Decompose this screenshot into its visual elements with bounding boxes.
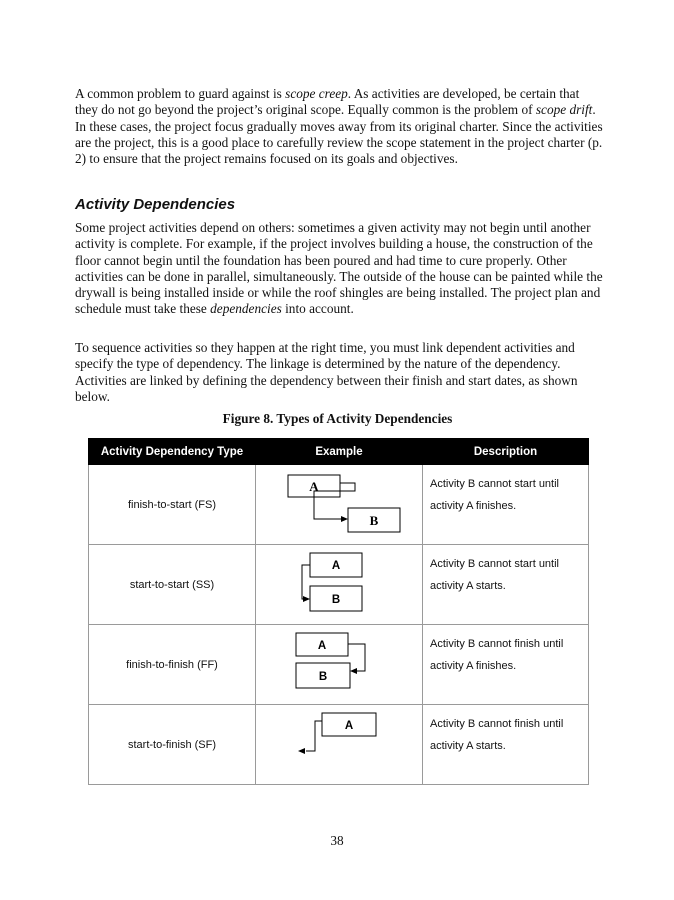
dependency-type: start-to-start (SS)	[89, 545, 256, 625]
dependency-connector	[306, 721, 322, 751]
header-description: Description	[423, 439, 589, 465]
table-row	[89, 465, 589, 545]
scope-paragraph: A common problem to guard against is scope creep. As activities are developed, be certain that they do not go beyond the project’s original scope. Equally common is the problem of scope drift. In these cases, the project focus gradually moves away from its original charter. Since the activities are the project, this is a good place to carefully review the scope statement in the project charter (p. 2) to ensure that the project remains focused on its goals and objectives.	[75, 86, 603, 167]
table-row	[89, 625, 589, 705]
table-header-row	[89, 439, 589, 465]
dependency-description: Activity B cannot finish until activity A starts.	[423, 705, 589, 785]
term-scope-drift: scope drift	[535, 102, 593, 118]
dependency-description: Activity B cannot start until activity A finishes.	[423, 465, 589, 545]
dependency-type: start-to-finish (SF)	[89, 705, 256, 785]
activity-a-label: A	[344, 720, 354, 732]
dependency-connector	[302, 565, 310, 599]
example-diagram-fs	[256, 465, 423, 545]
example-diagram-ss	[256, 545, 423, 625]
term-dependencies: dependencies	[210, 301, 282, 317]
dependency-table	[88, 438, 589, 785]
activity-a-label: A	[331, 560, 341, 572]
arrowhead-icon	[341, 516, 348, 522]
activity-b-label: B	[369, 513, 379, 528]
header-example: Example	[256, 439, 423, 465]
sequencing-paragraph: To sequence activities so they happen at the right time, you must link dependent activities and specify the type of dependency. The linkage is determined by the nature of the dependency. Activities are linked by defining the dependency between their finish and start dates, as shown below.	[75, 340, 578, 404]
example-diagram-sf	[256, 705, 423, 785]
activity-b-label: B	[318, 671, 328, 683]
table-row	[89, 545, 589, 625]
section-heading: Activity Dependencies	[75, 196, 236, 213]
arrowhead-icon	[303, 596, 310, 602]
page-number: 38	[330, 833, 344, 848]
figure-caption: Figure 8. Types of Activity Dependencies	[222, 411, 453, 426]
arrowhead-icon	[298, 748, 305, 754]
dependencies-paragraph: Some project activities depend on others: sometimes a given activity may not begin until another activity is complete. For example, if the project involves building a house, the construction of the floor cannot begin until the foundation has been poured and had time to cure properly. Other activities can be done in parallel, simultaneously. The outside of the house can be painted while the drywall is being installed inside or while the roof shingles are being installed. The project plan and schedule must take these dependencies into account.	[75, 220, 603, 317]
table-row	[89, 705, 589, 785]
dependency-type: finish-to-start (FS)	[89, 465, 256, 545]
dependency-description: Activity B cannot finish until activity A finishes.	[423, 625, 589, 705]
activity-a-label: A	[309, 479, 319, 494]
arrowhead-icon	[350, 668, 357, 674]
header-type: Activity Dependency Type	[89, 439, 256, 465]
dependency-connector	[348, 644, 365, 671]
dependency-description: Activity B cannot start until activity A starts.	[423, 545, 589, 625]
activity-a-label: A	[317, 640, 327, 652]
dependency-type: finish-to-finish (FF)	[89, 625, 256, 705]
activity-b-label: B	[331, 594, 341, 606]
term-scope-creep: scope creep	[285, 86, 348, 101]
example-diagram-ff	[256, 625, 423, 705]
